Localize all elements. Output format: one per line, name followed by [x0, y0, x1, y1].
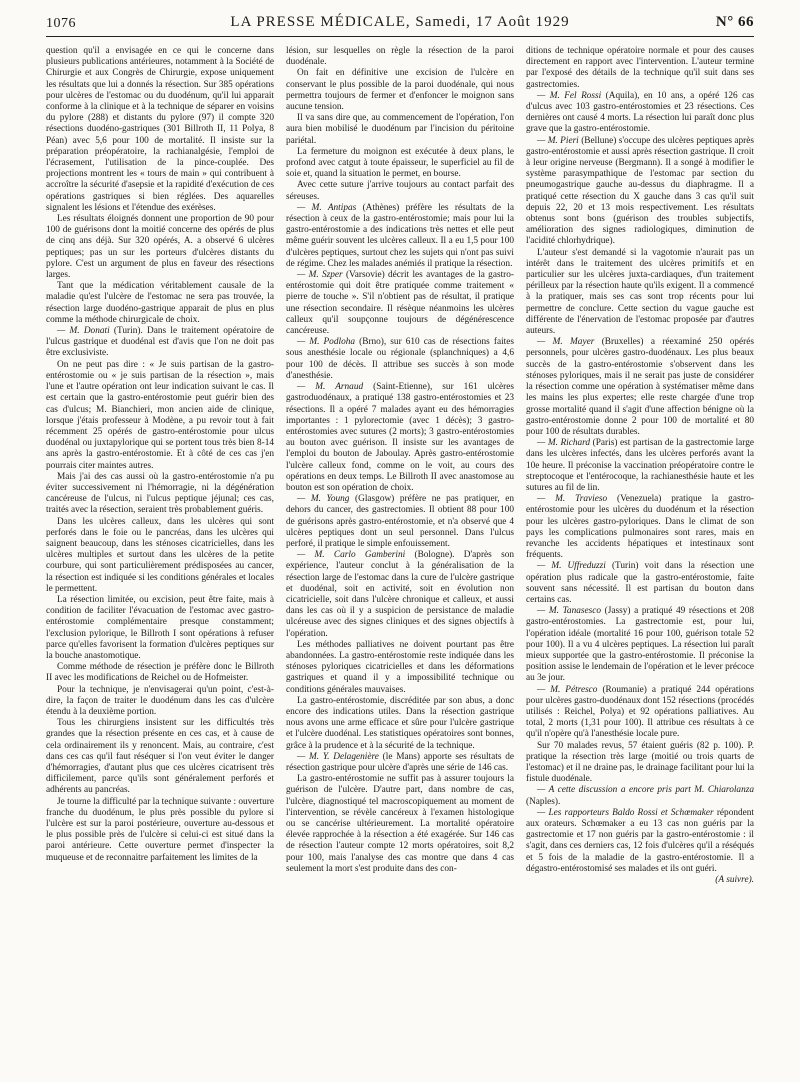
paragraph-text: Les méthodes palliatives ne doivent pourtant pas être abandonnées. La gastro-entérostomie reste indiquée dans les sténoses pyloriques cicatricielles et dans les déformations gastriques et quand il y a impossibilité technique ou conditions générales mauvaises. [286, 639, 514, 695]
paragraph-text: (Turin) voit dans la résection une opération plus radicale que la gastro-entérostomie, faite souvent sans nécessité. Il est partisan du bouton dans certains cas. [526, 561, 754, 605]
paragraph-text: ditions de technique opératoire normale et pour des causes directement en rapport avec l'intervention. L'auteur termine par l'exposé des détails de la technique qu'il suit dans ses gastrectomies. [526, 46, 754, 90]
paragraph-text: (Bellune) s'occupe des ulcères peptiques après gastro-entérostomie et aussi après résection gastrique. Il croit à leur origine nerveuse (Bergmann). Il a songé à modifier le système parasympathique de l'estomac par section du pneumogastrique gauche au-dessus du diaphragme. Il a pratiqué cette résection du X gauche dans 3 cas qu'il suit depuis 22, 20 et 13 mois respectivement. Les résultats obtenus sont bons (guérison des troubles subjectifs, amélioration des signes radiologiques, diminution de l'acidité chlorhydrique). [526, 135, 754, 247]
paragraph [526, 248, 754, 338]
paragraph [526, 808, 754, 875]
paragraph-text: Il va sans dire que, au commencement de l'opération, l'on aura bien mobilisé le duodénum par l'incision du péritoine pariétal. [286, 113, 514, 146]
paragraph-text: (Paris) est partisan de la gastrectomie large dans les ulcères infectés, dans les ulcères perforés avant la 10e heure. Il préconise la vaccination préopératoire contre le streptocoque et l'entérocoque, la rachianesthésie haute et les sutures au fil de lin. [526, 438, 754, 493]
paragraph-text: répondent aux orateurs. Schœmaker a eu 13 cas non guéris par la gastrectomie et 17 non guéris par la gastro-entérostomie : il s'agit, dans ces derniers cas, 12 fois d'ulcères qu'il a réséqués et 5 fois de la maladie de la gastro-entérostomie. Il a dégastro-entérostomisé ses malades et ils ont guéri. [526, 807, 754, 874]
paragraph [46, 517, 274, 595]
paragraph-text: Les résultats éloignés donnent une proportion de 90 pour 100 de guérisons dont la moitié concerne des opérés de plus de cinq ans déjà. Sur 320 opérés, A. a observé 6 ulcères peptiques; pas un sur les porteurs d'ulcères distants du pylore. C'est un argument de plus en faveur des résections larges. [46, 214, 274, 281]
paragraph [286, 270, 514, 337]
paragraph-text: Mais j'ai des cas aussi où la gastro-entérostomie n'a pu éviter successivement ni l'hémorragie, ni la dégénération cancéreuse de l'ulcus, ni l'ulcus peptique jéjunal; ces cas, traités avec la résection, seraient très probablement guéris. [46, 471, 274, 516]
paragraph-text: (Brno), sur 610 cas de résections faites sous anesthésie locale ou régionale (splanchniques) a 4,6 pour 100 de décès. Il attribue ses succès à son mode d'anesthésie. [286, 337, 514, 381]
speaker-name: — M. Y. Delagenière [297, 751, 379, 762]
paragraph [526, 561, 754, 606]
speaker-name: — M. Travieso [537, 494, 608, 505]
paragraph [526, 438, 754, 494]
paragraph [46, 718, 274, 796]
speaker-name: — M. Szper [297, 270, 343, 281]
paragraph [46, 281, 274, 326]
paragraph [46, 326, 274, 360]
speaker-name: — M. Carlo Gamberini [297, 550, 406, 561]
paragraph [46, 685, 274, 719]
paragraph-text: La gastro-entérostomie, discréditée par son abus, a donc encore des indications utiles. Dans la résection gastrique nous avons une arme efficace et sûre pour l'ulcère gastrique et l'ulcère duodénal. Les statistiques opératoires sont bonnes, grâce à la prudence et à la sécurité de la technique. [286, 695, 514, 751]
paragraph [286, 382, 514, 494]
paragraph-text: Sur 70 malades revus, 57 étaient guéris (82 p. 100). P. pratique la résection très large (moitié ou trois quarts de l'estomac) et il ne draine pas, le drainage facilitant pour lui la fistule duodénale. [526, 740, 754, 785]
paragraph [46, 46, 274, 214]
paragraph-text: Dans les ulcères calleux, dans les ulcères qui sont perforés dans le foie ou le pancréas, dans les ulcères qui saignent beaucoup, dans les sténoses cicatricielles, dans les ulcères multiples et surtout dans les ulcères de la petite courbure, qui sont particulièrement prédisposées au cancer, la résection est indiquée si les conditions générales et locales le permettent. [46, 516, 274, 594]
page-header [46, 12, 754, 36]
paragraph [526, 91, 754, 136]
speaker-name: — A cette discussion a encore pris part M. Chiarolanza [537, 785, 754, 796]
paragraph [526, 337, 754, 438]
speaker-name: — M. Donati [57, 326, 110, 337]
text-column-3 [526, 46, 754, 1056]
paragraph-text: Tous les chirurgiens insistent sur les difficultés très grandes que la résection présente en ces cas, et à cause de cela ordinairement ils y renoncent. Mais, au contraire, c'est dans ces cas qu'il faut réséquer si l'on veut éviter le danger d'hémorragies, d'autant plus que ces ulcères cicatrisent très difficilement, parce qu'ils sont généralement perforés et adhérents au pancréas. [46, 718, 274, 796]
paragraph [46, 797, 274, 864]
paragraph [46, 360, 274, 472]
text-column-2 [286, 46, 514, 1056]
page-number: 1076 [46, 16, 76, 31]
paragraph-text: (Bologne). D'après son expérience, l'auteur conclut à la généralisation de la résection large de l'estomac dans la cure de l'ulcère gastrique et duodénal, soit en activité, soit en évolution non cicatricielle, soit dans l'ulcère chronique et calleux, et aussi dans les cas où il y a suspicion de persistance de maladie ulcéreuse avec des signes cliniques et des signes objectifs à l'opération. [286, 550, 514, 639]
speaker-name: — M. Mayer [537, 337, 595, 348]
speaker-name: — M. Fel Rossi [537, 90, 602, 101]
paragraph-text: La gastro-entérostomie ne suffit pas à assurer toujours la guérison de l'ulcère. D'autre part, dans nombre de cas, l'ulcère, diagnostiqué tel macroscopiquement au moment de l'intervention, se révèle cancéreux à l'examen histologique ou se cancérise ultérieurement. La mortalité opératoire élevée rapprochée à la résection a été exagérée. Sur 146 cas de résection l'auteur compte 12 morts opératoires, soit 8,2 pour 100, mais l'analyse des cas montre que dans 4 cas seulement la mort s'est produite dans des con- [286, 774, 514, 874]
paragraph [526, 606, 754, 684]
paragraph [526, 685, 754, 741]
paragraph-text: On fait en définitive une excision de l'ulcère en conservant le plus possible de la paroi duodénale, qui nous permettra toujours de fermer et d'enfoncer le moignon sans aucune tension. [286, 68, 514, 113]
paragraph-text: La résection limitée, ou excision, peut être faite, mais à condition de faciliter l'évacuation de l'estomac avec gastro-entérostomie complémentaire presque constamment; l'exclusion pylorique, le Billroth I sont opérations à refuser parce qu'elles favorisent la formation d'ulcères peptiques sur la bouche anastomotique. [46, 594, 274, 661]
paragraph-text: (le Mans) apporte ses résultats de résection gastrique pour ulcère d'après une série de 146 cas. [286, 751, 514, 773]
paragraph [286, 752, 514, 774]
paragraph [526, 136, 754, 248]
paragraph-text: (Athènes) préfère les résultats de la résection à ceux de la gastro-entérostomie; mais pour lui la gastro-entérostomie a des indications très nettes et elle peut même guérir souvent les ulcères calleux. Il a eu 1,5 pour 100 d'ulcères peptiques, surtout chez les sujets qui n'ont pas suivi de régime. Chez les malades anémiés il pratique la résection. [286, 202, 514, 269]
paragraph [46, 214, 274, 281]
paragraph-text: question qu'il a envisagée en ce qui le concerne dans plusieurs publications antérieures, notamment à la Société de Chirurgie et aux Congrès de Chirurgie, expose uniquement les résultats que lui a donnés la résection. Sur 385 opérations pour ulcères de l'estomac ou du duodénum, qu'il lui apparait conforme à la clinique et à la technique de séparer en voisins du pylore (288) et distants du pylore (97) il compte 320 résections duodéno-gastriques (301 Billroth II, 11 Polya, 8 Péan) avec 5,6 pour 100 de mortalité. Il insiste sur la préparation préopératoire, la rachianalgésie, l'emploi de l'écrasement, l'utilisation de la pince-couplée. Des projections montrent les « tours de main » qui contribuent à accroître la sécurité d'asepsie et la rapidité d'exécution de ces opérations gastriques si bien réglées. Des aquarelles signalent les lésions et l'étendue des exérèses. [46, 46, 274, 213]
paragraph-text: (Jassy) a pratiqué 49 résections et 208 gastro-entérostomies. La gastrectomie est, pour lui, l'opération idéale (mortalité 16 pour 100, guérison totale 52 pour 100). Il a vu 4 ulcères peptiques. La résection lui paraît mieux supportée que la gastro-entérostomie. Il préconise la position assise le lendemain de l'opération et le lever précoce au 3e jour. [526, 606, 754, 684]
paragraph [286, 46, 514, 68]
text-column-1 [46, 46, 274, 1056]
paragraph-text: (Aquila), en 10 ans, a opéré 126 cas d'ulcus avec 103 gastro-entérostomies et 23 résections. Ces dernières ont causé 4 morts. La résection lui paraît donc plus grave que la gastro-entérostomie. [526, 90, 754, 135]
paragraph-text: Je tourne la difficulté par la technique suivante : ouverture franche du duodénum, le plus près possible du pylore si l'ulcère est sur la paroi postérieure, ouverture au-dessous et le plus possible près de l'ulcère si celui-ci est situé dans la paroi antérieure. Cette ouverture permet d'inspecter la muqueuse et de reconnaitre parfaitement les limites de la [46, 796, 274, 863]
paragraph-text: (Turin). Dans le traitement opératoire de l'ulcus gastrique et duodénal est d'avis que l'on ne doit pas être exclusiviste. [46, 326, 274, 359]
paragraph-text: Avec cette suture j'arrive toujours au contact parfait des séreuses. [286, 180, 514, 202]
paragraph-text: (Bruxelles) a réexaminé 250 opérés personnels, pour ulcères gastro-duodénaux. Les plus beaux succès de la gastro-entérostomie s'observent dans les sténoses pyloriques, mais il ne serait pas juste de considérer la résection comme une opération à systématiser même dans les mains les plus expertes; elle reste chargée d'une trop grosse mortalité quand il s'agit d'une affection bénigne où la gastro-entérostomie donne 2 pour 100 de mortalité et 80 pour 100 de résultats durables. [526, 337, 754, 437]
paragraph [286, 68, 514, 113]
article-columns [46, 46, 754, 1056]
paragraph [526, 46, 754, 91]
paragraph [46, 662, 274, 684]
speaker-name: — M. Pétresco [537, 684, 598, 695]
speaker-name: — M. Podloha [297, 337, 356, 348]
speaker-name: — M. Arnaud [297, 382, 364, 393]
paragraph [286, 147, 514, 181]
paragraph-text: Comme méthode de résection je préfère donc le Billroth II avec les modifications de Reichel ou de Hofmeister. [46, 662, 274, 684]
paragraph-text: (Roumanie) a pratiqué 244 opérations pour ulcères gastro-duodénaux dont 152 résections (procédés utilisés : Reichel, Polya) et 92 opérations palliatives. Au total, 2 morts (1,31 pour 100). Il attribue ces résultats à ce qu'il n'opère qu'à l'anesthésie locale pure. [526, 684, 754, 740]
paragraph-text: (Venezuela) pratique la gastro-entérostomie pour les ulcères du duodénum et la résection pour les ulcères gastro-pyloriques. Dans le climat de son pays les complications pulmonaires sont rares, mais en revanche les accidents hépatiques et intestinaux sont fréquents. [526, 494, 754, 561]
paragraph [46, 595, 274, 662]
paragraph [46, 472, 274, 517]
paragraph-text: (Naples). [526, 796, 561, 807]
speaker-name: — M. Antipas [297, 202, 357, 213]
paragraph [526, 741, 754, 786]
paragraph-text: lésion, sur lesquelles on règle la résection de la paroi duodénale. [286, 46, 514, 68]
paragraph [286, 203, 514, 270]
paragraph-text: On ne peut pas dire : « Je suis partisan de la gastro-entérostomie ou « je suis partisan de la résection », mais l'une et l'autre opération ont leur indication suivant le cas. Il est certain que la gastro-entérostomie peut guérir bien des cas d'ulcus; M. Bianchieri, mon ancien aide de clinique, lorsque j'étais professeur à Modène, a pu revoir tout à fait récemment 25 opérés de gastro-entérostomie pour ulcus duodénal ou juxtapylorique qui se portent tous très bien 8-14 ans après la gastro-entérostomie. Et à côté de ces cas j'en pourrais citer maintes autres. [46, 359, 274, 471]
paragraph [286, 774, 514, 875]
speaker-name: — M. Pieri [537, 135, 579, 146]
header-rule [46, 36, 754, 37]
paragraph-text: (Glasgow) préfère ne pas pratiquer, en dehors du cancer, des gastrectomies. Il obtient 88 pour 100 de guérisons après gastro-entérostomie, et n'a observé que 4 ulcères peptiques dont un seul personnel. Dans l'ulcus perforé, il pratique le simple enfouissement. [286, 494, 514, 549]
paragraph [286, 494, 514, 550]
paragraph-text: (Saint-Etienne), sur 161 ulcères gastroduodénaux, a pratiqué 138 gastro-entérostomies et 23 résections. Il a opéré 7 malades ayant eu des hémorragies importantes : 1 pylorectomie (avec 1 décès); 3 gastro-entérostomies avec sutures (2 morts); 3 gastro-entérostomies au bouton avec guérison. Il insiste sur les avantages de l'emploi du bouton de Jaboulay. Après gastro-entérostomie l'ulcère calleux fond, comme on le voit, au cours des opérations en deux temps. Le Billroth II avec anastomose au bouton est son opération de choix. [286, 382, 514, 493]
paragraph [526, 785, 754, 807]
issue-number: N° 66 [715, 14, 754, 30]
paragraph [286, 180, 514, 202]
paragraph-text: L'auteur s'est demandé si la vagotomie n'aurait pas un intérêt dans le traitement des ulcères primitifs et en particulier sur les ulcères juxta-cardiaques, d'un traitement périlleux par la résection haute qu'ils exigent. Il a commencé à la pratiquer, mais ses cas sont trop récents pour lui permettre de conclure. Cette section du vague gauche est différente de l'énervation de l'estomac proposée par d'autres auteurs. [526, 247, 754, 337]
paragraph-text: Tant que la médication véritablement causale de la maladie qu'est l'ulcère de l'estomac ne sera pas trouvée, la résection large duodéno-gastrique apparait de plus en plus comme la méthode chirurgicale de choix. [46, 281, 274, 325]
paragraph [286, 550, 514, 640]
speaker-name: — M. Tanasesco [537, 606, 602, 617]
paragraph-text: (Varsovie) décrit les avantages de la gastro-entérostomie qui doit être pratiquée comme traitement « pierre de touche ». S'il n'obtient pas de résultat, il pratique une résection secondaire. Il résèque néanmoins les ulcères calleux qu'il soupçonne toujours de dégénérescence cancéreuse. [286, 270, 514, 337]
paragraph [286, 640, 514, 696]
paragraph-text: Pour la technique, je n'envisagerai qu'un point, c'est-à-dire, la façon de traiter le duodénum dans les cas d'ulcère étendu à la deuxième portion. [46, 684, 274, 717]
paragraph [286, 696, 514, 752]
speaker-name: — M. Young [297, 494, 350, 505]
speaker-name: — M. Richard [537, 438, 591, 449]
speaker-name: — Les rapporteurs Baldo Rossi et Schœmaker [537, 807, 714, 818]
paragraph [286, 337, 514, 382]
paragraph [286, 113, 514, 147]
paragraph [526, 494, 754, 561]
publication-title: LA PRESSE MÉDICALE, Samedi, 17 Août 1929 [230, 14, 570, 30]
paragraph-text: La fermeture du moignon est exécutée à deux plans, le profond avec catgut à toute épaisseur, le superficiel au fil de soie et, quand la situation le permet, en bourse. [286, 146, 514, 180]
to-be-continued: (A suivre). [715, 875, 754, 886]
speaker-name: — M. Uffreduzzi [537, 561, 606, 572]
